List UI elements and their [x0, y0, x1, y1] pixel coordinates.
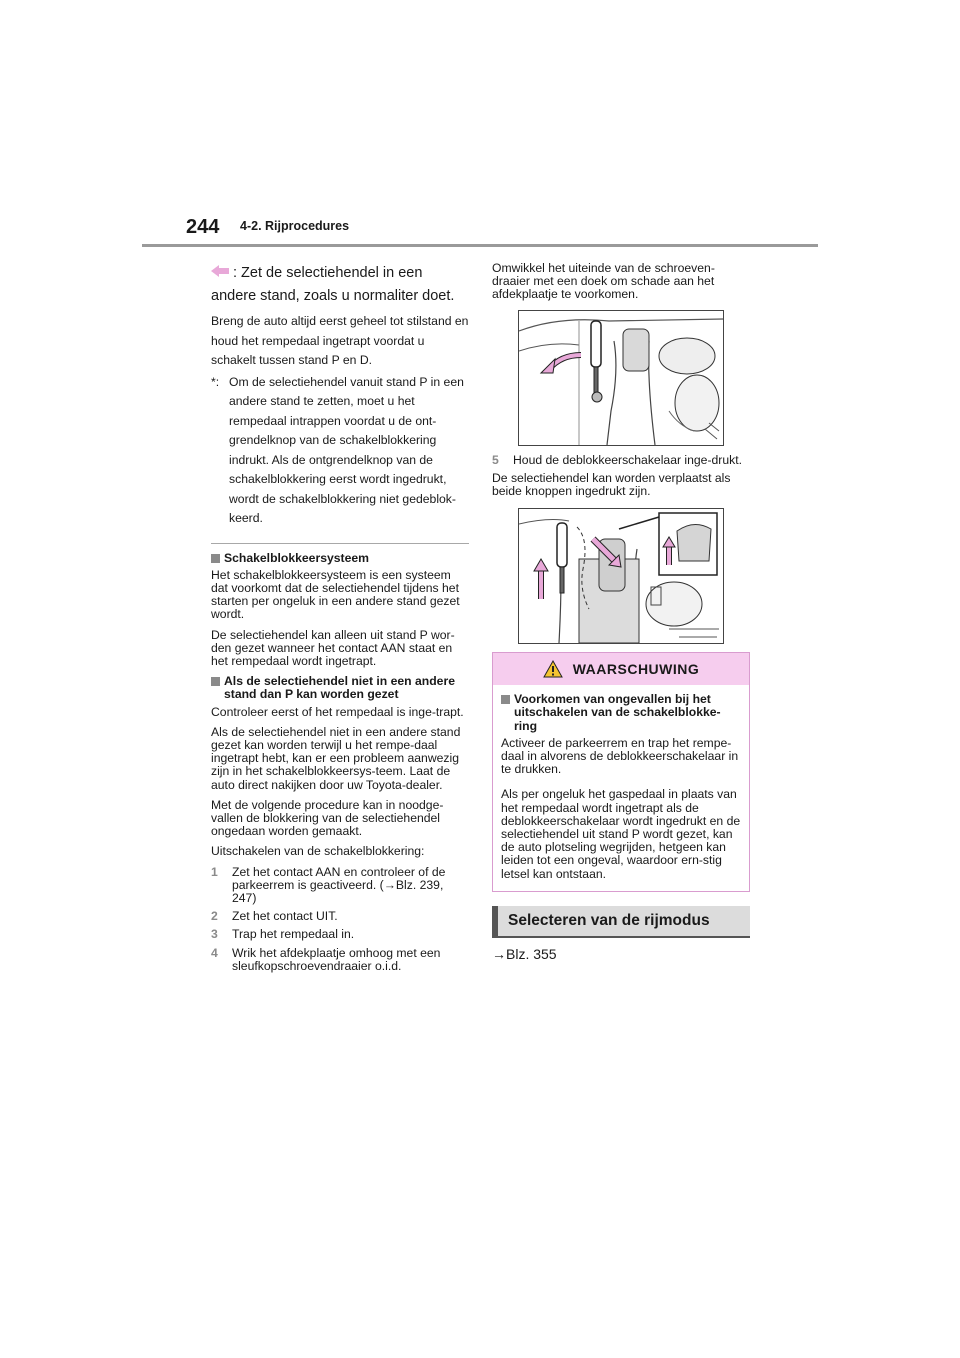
paragraph: Met de volgende procedure kan in noodge-vallen de blokkering van de selectiehendel ongedaan worden gemaakt.: [211, 797, 444, 839]
step-text: Houd de deblokkeerschakelaar inge-drukt.: [513, 452, 742, 467]
step-number: 5: [492, 452, 499, 467]
intro-text: : Zet de selectiehendel in een andere stand, zoals u normaliter doet.: [211, 265, 455, 304]
subheading-text: Voorkomen van ongevallen bij het uitschakelen van de schakelblokke-ring: [514, 692, 721, 733]
warning-title: WAARSCHUWING: [572, 660, 700, 677]
step-text: Wrik het afdekplaatje omhoog met een sleufkopschroevendraaier o.i.d.: [232, 945, 441, 973]
step-number: 4: [211, 945, 218, 960]
shift-lock-release-illustration: [519, 509, 723, 643]
step: [211, 928, 469, 941]
illustration-release-button: [518, 508, 724, 644]
subheading-lever-stuck: [211, 675, 469, 701]
arrow-left-icon: [211, 267, 229, 275]
footnote-text: Om de selectiehendel vanuit stand P in een andere stand te zetten, moet u het rempedaal intrappen voordat u de ont-grendelknop van de schakelblokkering indrukt. Als de ontgrendelknop van de schakelblokkering eerst wordt ingedrukt, wordt de schakelblokkering niet gedeblok-keerd.: [229, 374, 464, 525]
step-text: Zet het contact AAN en controleer of de parkeerrem is geactiveerd. (→Blz. 239, 247): [232, 864, 446, 905]
paragraph: De selectiehendel kan worden verplaatst als beide knoppen ingedrukt zijn.: [492, 470, 731, 499]
divider: [211, 543, 469, 544]
paragraph: Als de selectiehendel niet in een andere stand gezet kan worden terwijl u het rempe-daal ingetrapt hebt, kan er een probleem aanwezig zijn in het schakelblokkeersys-teem. Laat de auto direct nakijken door uw Toyota-dealer.: [211, 724, 461, 792]
section-title: 4-2. Rijprocedures: [240, 219, 350, 233]
warning-body: [493, 685, 749, 891]
step-number: 3: [211, 927, 218, 942]
square-bullet-icon: [501, 695, 510, 704]
warning-subheading: [501, 693, 741, 733]
header-rule: [142, 244, 818, 247]
warning-triangle-icon: [543, 660, 563, 678]
step: [211, 866, 469, 906]
step: [211, 947, 469, 973]
right-column: [492, 262, 750, 961]
paragraph: Omwikkel het uiteinde van de schroeven-draaier met een doek om schade aan het afdekplaatje te voorkomen.: [492, 261, 715, 302]
paragraph: Het schakelblokkeersysteem is een systeem dat voorkomt dat de selectiehendel tijdens het starten per ongeluk in een andere stand gezet wordt.: [211, 567, 460, 622]
subheading-shift-lock: [211, 552, 469, 565]
step: [211, 910, 469, 923]
footnote: [211, 373, 469, 529]
warning-paragraph: Activeer de parkeerrem en trap het rempe-daal in alvorens de deblokkeerschakelaar in te drukken.: [501, 735, 739, 777]
left-column: [211, 262, 469, 978]
shift-console-screwdriver-illustration: [519, 311, 723, 445]
step-number: 1: [211, 864, 218, 879]
warning-paragraph: Als per ongeluk het gaspedaal in plaats van het rempedaal wordt ingetrapt als de deblokkeerschakelaar wordt ingedrukt en de selectiehendel uit stand P wordt gezet, kan de auto plotseling wegrijden, hetgeen kan leiden tot een ongeval, waardoor ern-stig letsel kan ontstaan.: [501, 787, 741, 881]
step: [492, 454, 750, 467]
paragraph: Controleer eerst of het rempedaal is inge-trapt.: [211, 704, 464, 719]
warning-header: [493, 653, 749, 685]
subheading-text: Als de selectiehendel niet in een andere stand dan P kan worden gezet: [224, 674, 455, 702]
paragraph: De selectiehendel kan alleen uit stand P wor-den gezet wanneer het contact AAN staat en het rempedaal wordt ingetrapt.: [211, 627, 455, 668]
section-heading: [492, 906, 750, 938]
section-heading-text: Selecteren van de rijmodus: [508, 912, 710, 930]
warning-box: [492, 652, 750, 892]
footnote-mark: *:: [211, 374, 220, 389]
body-text: Breng de auto altijd eerst geheel tot stilstand en houd het rempedaal ingetrapt voordat u schakelt tussen stand P en D.: [211, 314, 469, 367]
paragraph: Uitschakelen van de schakelblokkering:: [211, 844, 425, 859]
square-bullet-icon: [211, 677, 220, 686]
page-number: 244: [186, 216, 220, 238]
page-reference: →Blz. 355: [492, 945, 557, 962]
illustration-cover-pry: [518, 310, 724, 446]
step-text: Zet het contact UIT.: [232, 909, 338, 924]
step-text: Trap het rempedaal in.: [232, 927, 355, 942]
intro-line: [211, 262, 469, 308]
subheading-text: Schakelblokkeersysteem: [224, 550, 369, 565]
step-number: 2: [211, 909, 218, 924]
square-bullet-icon: [211, 554, 220, 563]
